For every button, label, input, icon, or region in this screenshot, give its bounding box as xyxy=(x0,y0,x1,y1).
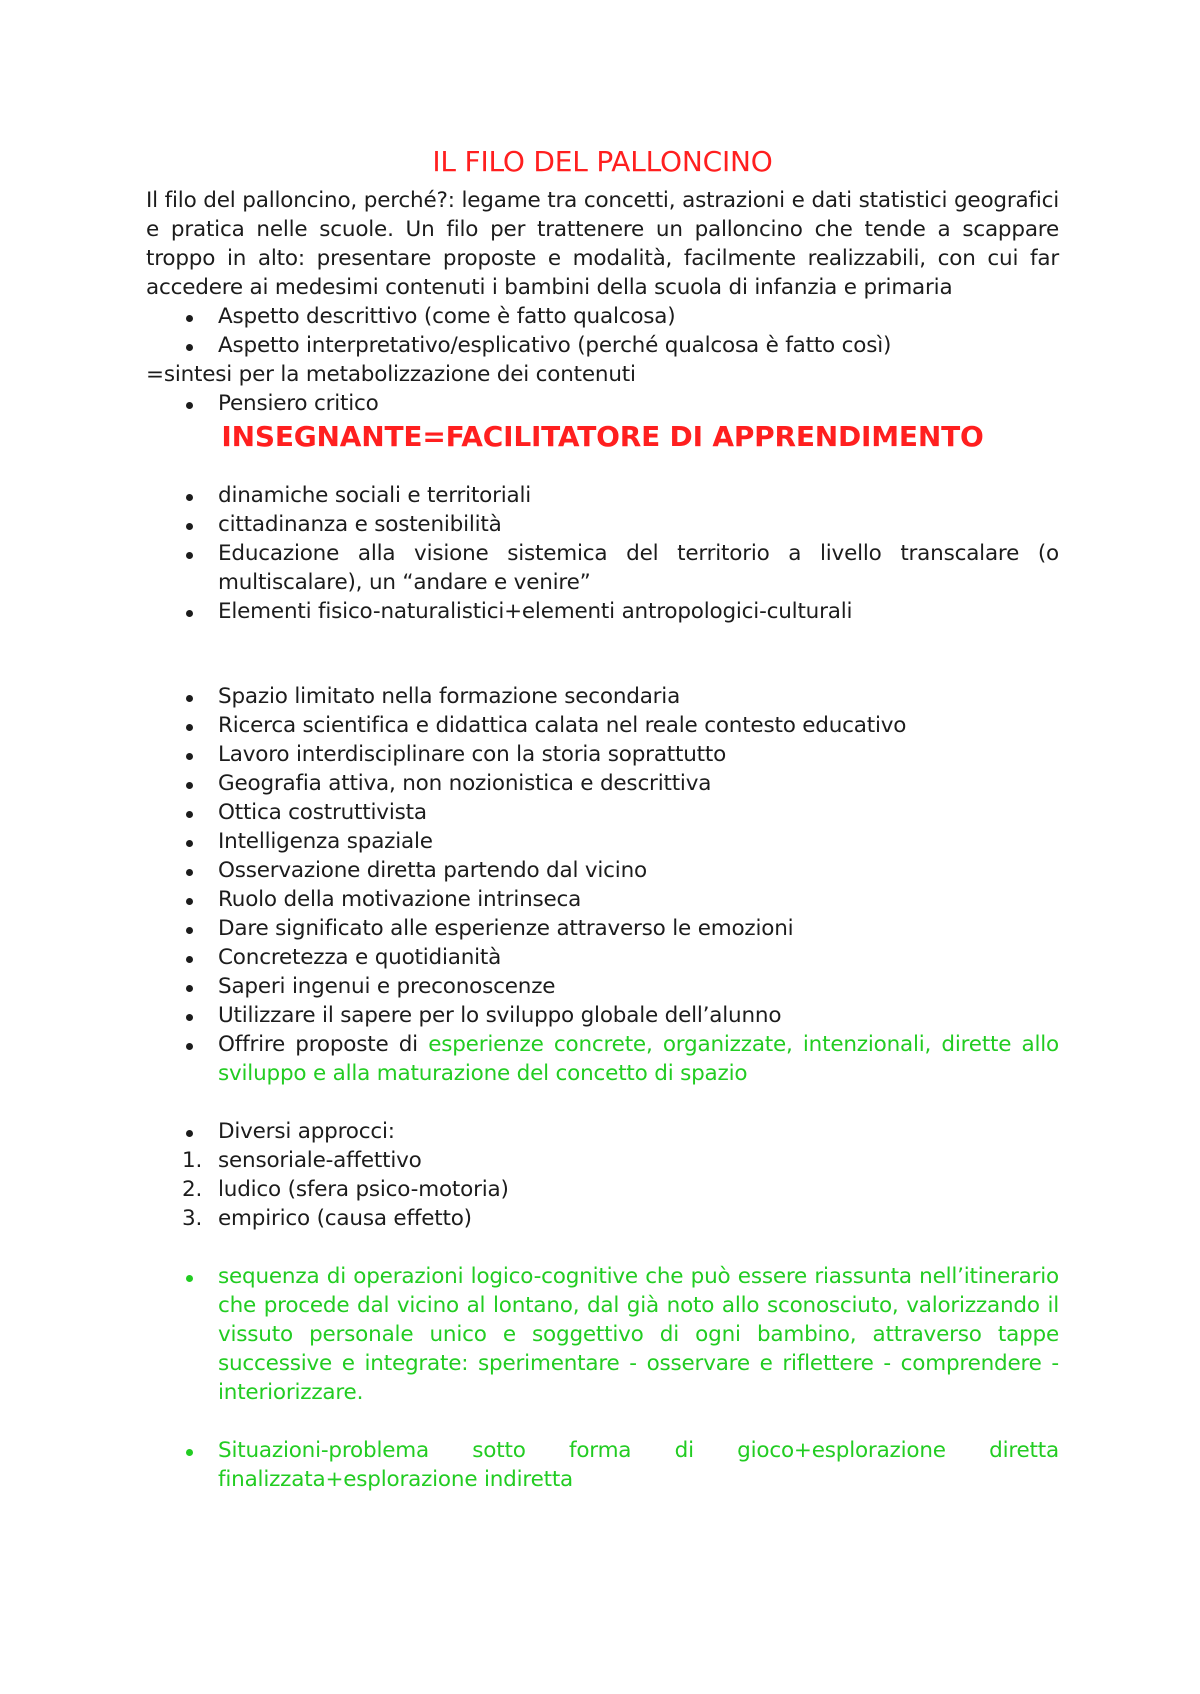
list-item: Aspetto interpretativo/esplicativo (perché qualcosa è fatto così) xyxy=(146,331,1059,360)
offer-highlight: esperienze concrete, organizzate, intenzionali, dirette allo sviluppo e alla maturazione del concetto di spazio xyxy=(218,1032,1060,1086)
item-number: 1. xyxy=(182,1148,203,1173)
list-item: Aspetto descrittivo (come è fatto qualcosa) xyxy=(146,302,1059,331)
list-item: Utilizzare il sapere per lo sviluppo globale dell’alunno xyxy=(146,1001,1059,1030)
list-item: Spazio limitato nella formazione secondaria xyxy=(146,682,1059,711)
list-item: Ottica costruttivista xyxy=(146,798,1059,827)
item-text: sensoriale-affettivo xyxy=(218,1148,422,1173)
item-number: 2. xyxy=(182,1177,203,1202)
spacer xyxy=(146,1233,1059,1262)
list-item: Ruolo della motivazione intrinseca xyxy=(146,885,1059,914)
item-number: 3. xyxy=(182,1206,203,1231)
list-item: Situazioni-problema sotto forma di gioco+esplorazione diretta finalizzata+esplorazione indiretta xyxy=(146,1436,1059,1494)
spacer xyxy=(146,626,1059,682)
sequence-list xyxy=(146,1262,1059,1407)
list-item: cittadinanza e sostenibilità xyxy=(146,510,1059,539)
list-item: Osservazione diretta partendo dal vicino xyxy=(146,856,1059,885)
aspects-list xyxy=(146,302,1059,360)
intro-paragraph: Il filo del palloncino, perché?: legame tra concetti, astrazioni e dati statistici geografici e pratica nelle scuole. Un filo per trattenere un palloncino che tende a scappare troppo in alto: presentare proposte e modalità, facilmente realizzabili, con cui far accedere ai medesimi contenuti i bambini della scuola di infanzia e primaria xyxy=(146,188,1059,300)
list-item: Intelligenza spaziale xyxy=(146,827,1059,856)
numbered-item xyxy=(146,1204,1059,1233)
list-item: Lavoro interdisciplinare con la storia soprattutto xyxy=(146,740,1059,769)
document-title: IL FILO DEL PALLONCINO xyxy=(432,145,773,178)
approaches-list xyxy=(146,1146,1059,1233)
list-item: Geografia attiva, non nozionistica e descrittiva xyxy=(146,769,1059,798)
principles-list xyxy=(146,682,1059,1088)
list-item: Ricerca scientifica e didattica calata nel reale contesto educativo xyxy=(146,711,1059,740)
list-item: Concretezza e quotidianità xyxy=(146,943,1059,972)
item-text: ludico (sfera psico-motoria) xyxy=(218,1177,509,1202)
list-item: sequenza di operazioni logico-cognitive che può essere riassunta nell’itinerario che procede dal vicino al lontano, dal già noto allo sconosciuto, valorizzando il vissuto personale unico e soggettivo di ogni bambino, attraverso tappe successive e integrate: sperimentare - osservare e riflettere - comprendere - interiorizzare. xyxy=(146,1262,1059,1407)
offer-prefix: Offrire proposte di xyxy=(218,1032,429,1057)
item-text: empirico (causa effetto) xyxy=(218,1206,472,1231)
offer-item xyxy=(146,1030,1059,1088)
synthesis-line: =sintesi per la metabolizzazione dei contenuti xyxy=(146,362,636,387)
document-page xyxy=(146,136,1059,1494)
spacer xyxy=(146,1088,1059,1117)
list-item: Educazione alla visione sistemica del territorio a livello transcalare (o multiscalare), un “andare e venire” xyxy=(146,539,1059,597)
situations-list xyxy=(146,1436,1059,1494)
list-item: Elementi fisico-naturalistici+elementi antropologici-culturali xyxy=(146,597,1059,626)
spacer xyxy=(146,1407,1059,1436)
topics-list xyxy=(146,481,1059,626)
list-item: Pensiero critico xyxy=(146,389,1059,418)
numbered-item xyxy=(146,1175,1059,1204)
critical-list xyxy=(146,389,1059,418)
list-item: Dare significato alle esperienze attraverso le emozioni xyxy=(146,914,1059,943)
list-item: Diversi approcci: xyxy=(146,1117,1059,1146)
list-item: dinamiche sociali e territoriali xyxy=(146,481,1059,510)
list-item: Saperi ingenui e preconoscenze xyxy=(146,972,1059,1001)
numbered-item xyxy=(146,1146,1059,1175)
approaches-label-list xyxy=(146,1117,1059,1146)
section-heading: INSEGNANTE=FACILITATORE DI APPRENDIMENTO xyxy=(221,420,984,453)
